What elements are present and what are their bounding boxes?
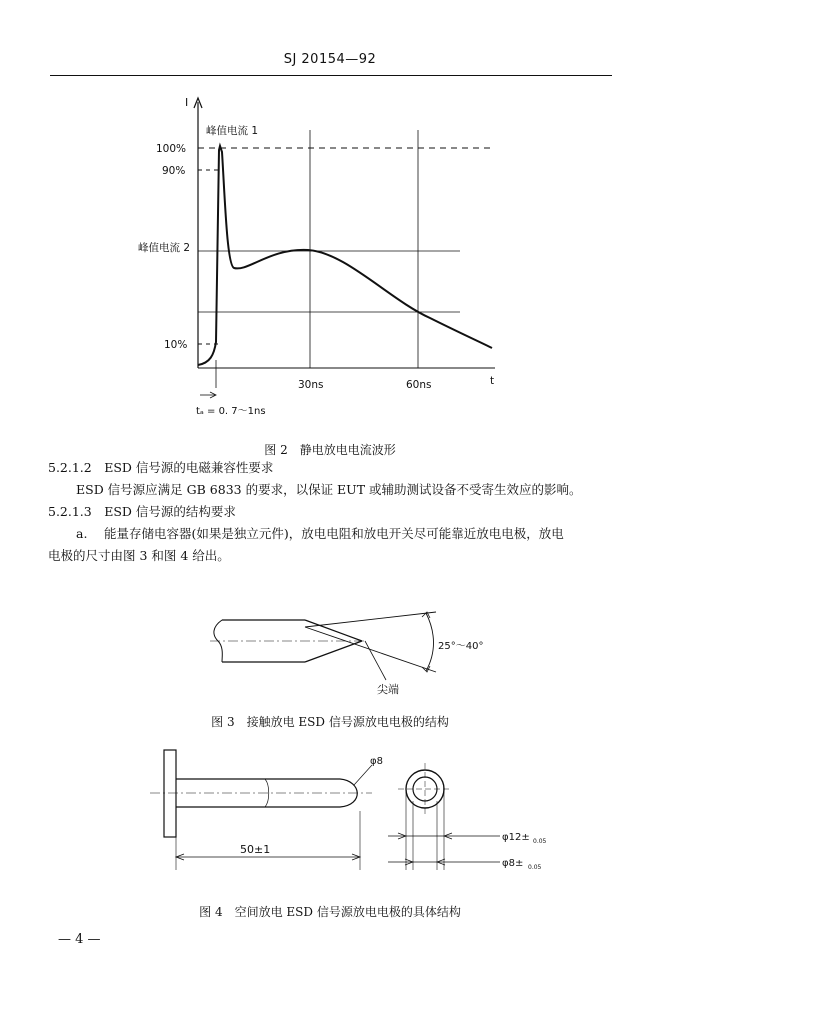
item-a-line2: 电极的尺寸由图 3 和图 4 给出。 [48,548,230,563]
section-5213-heading: 5.2.1.3 ESD 信号源的结构要求 [48,504,236,519]
angle-label: 25°～40° [438,641,484,652]
document-code: SJ 20154—92 [283,52,377,67]
outer-diameter-tolerance: 0.05 [533,838,547,845]
waveform-curve [198,146,492,365]
rise-time-label: tₐ = 0. 7～1ns [196,406,266,417]
inner-diameter-tolerance: 0.05 [528,864,542,871]
figure2-caption: 图 2 静电放电电流波形 [264,443,396,457]
item-a-line1: 能量存储电容器(如果是独立元件)，放电电阻和放电开关尽可能靠近放电电极，放电 [104,526,564,541]
item-a-marker: a. [76,526,88,541]
x-axis-symbol: t [490,375,495,387]
figure4-caption: 图 4 空间放电 ESD 信号源放电电极的具体结构 [199,905,461,919]
section-5212-heading: 5.2.1.2 ESD 信号源的电磁兼容性要求 [48,460,274,475]
y-axis-symbol: I [185,96,189,109]
peak2-label: 峰值电流 2 [138,242,191,254]
air-electrode-drawing [140,745,560,875]
y-90-label: 90% [162,165,186,177]
x-30ns-label: 30ns [298,379,324,391]
x-60ns-label: 60ns [406,379,432,391]
esd-current-waveform [130,90,530,420]
inner-diameter-label: φ8± [502,858,524,869]
y-100-label: 100% [156,143,187,155]
contact-electrode-drawing [200,605,520,705]
page-number: — 4 — [58,932,101,947]
figure3-caption: 图 3 接触放电 ESD 信号源放电电极的结构 [211,715,449,729]
tip-diameter-label: φ8 [370,756,383,767]
outer-diameter-label: φ12± [502,832,530,843]
section-5212-body: ESD 信号源应满足 GB 6833 的要求，以保证 EUT 或辅助测试设备不受寄生效应的影响。 [76,482,582,497]
y-10-label: 10% [164,339,188,351]
tip-label: 尖端 [377,683,399,696]
header-rule [50,75,612,76]
peak1-label: 峰值电流 1 [206,125,259,137]
length-dimension: 50±1 [240,843,271,856]
